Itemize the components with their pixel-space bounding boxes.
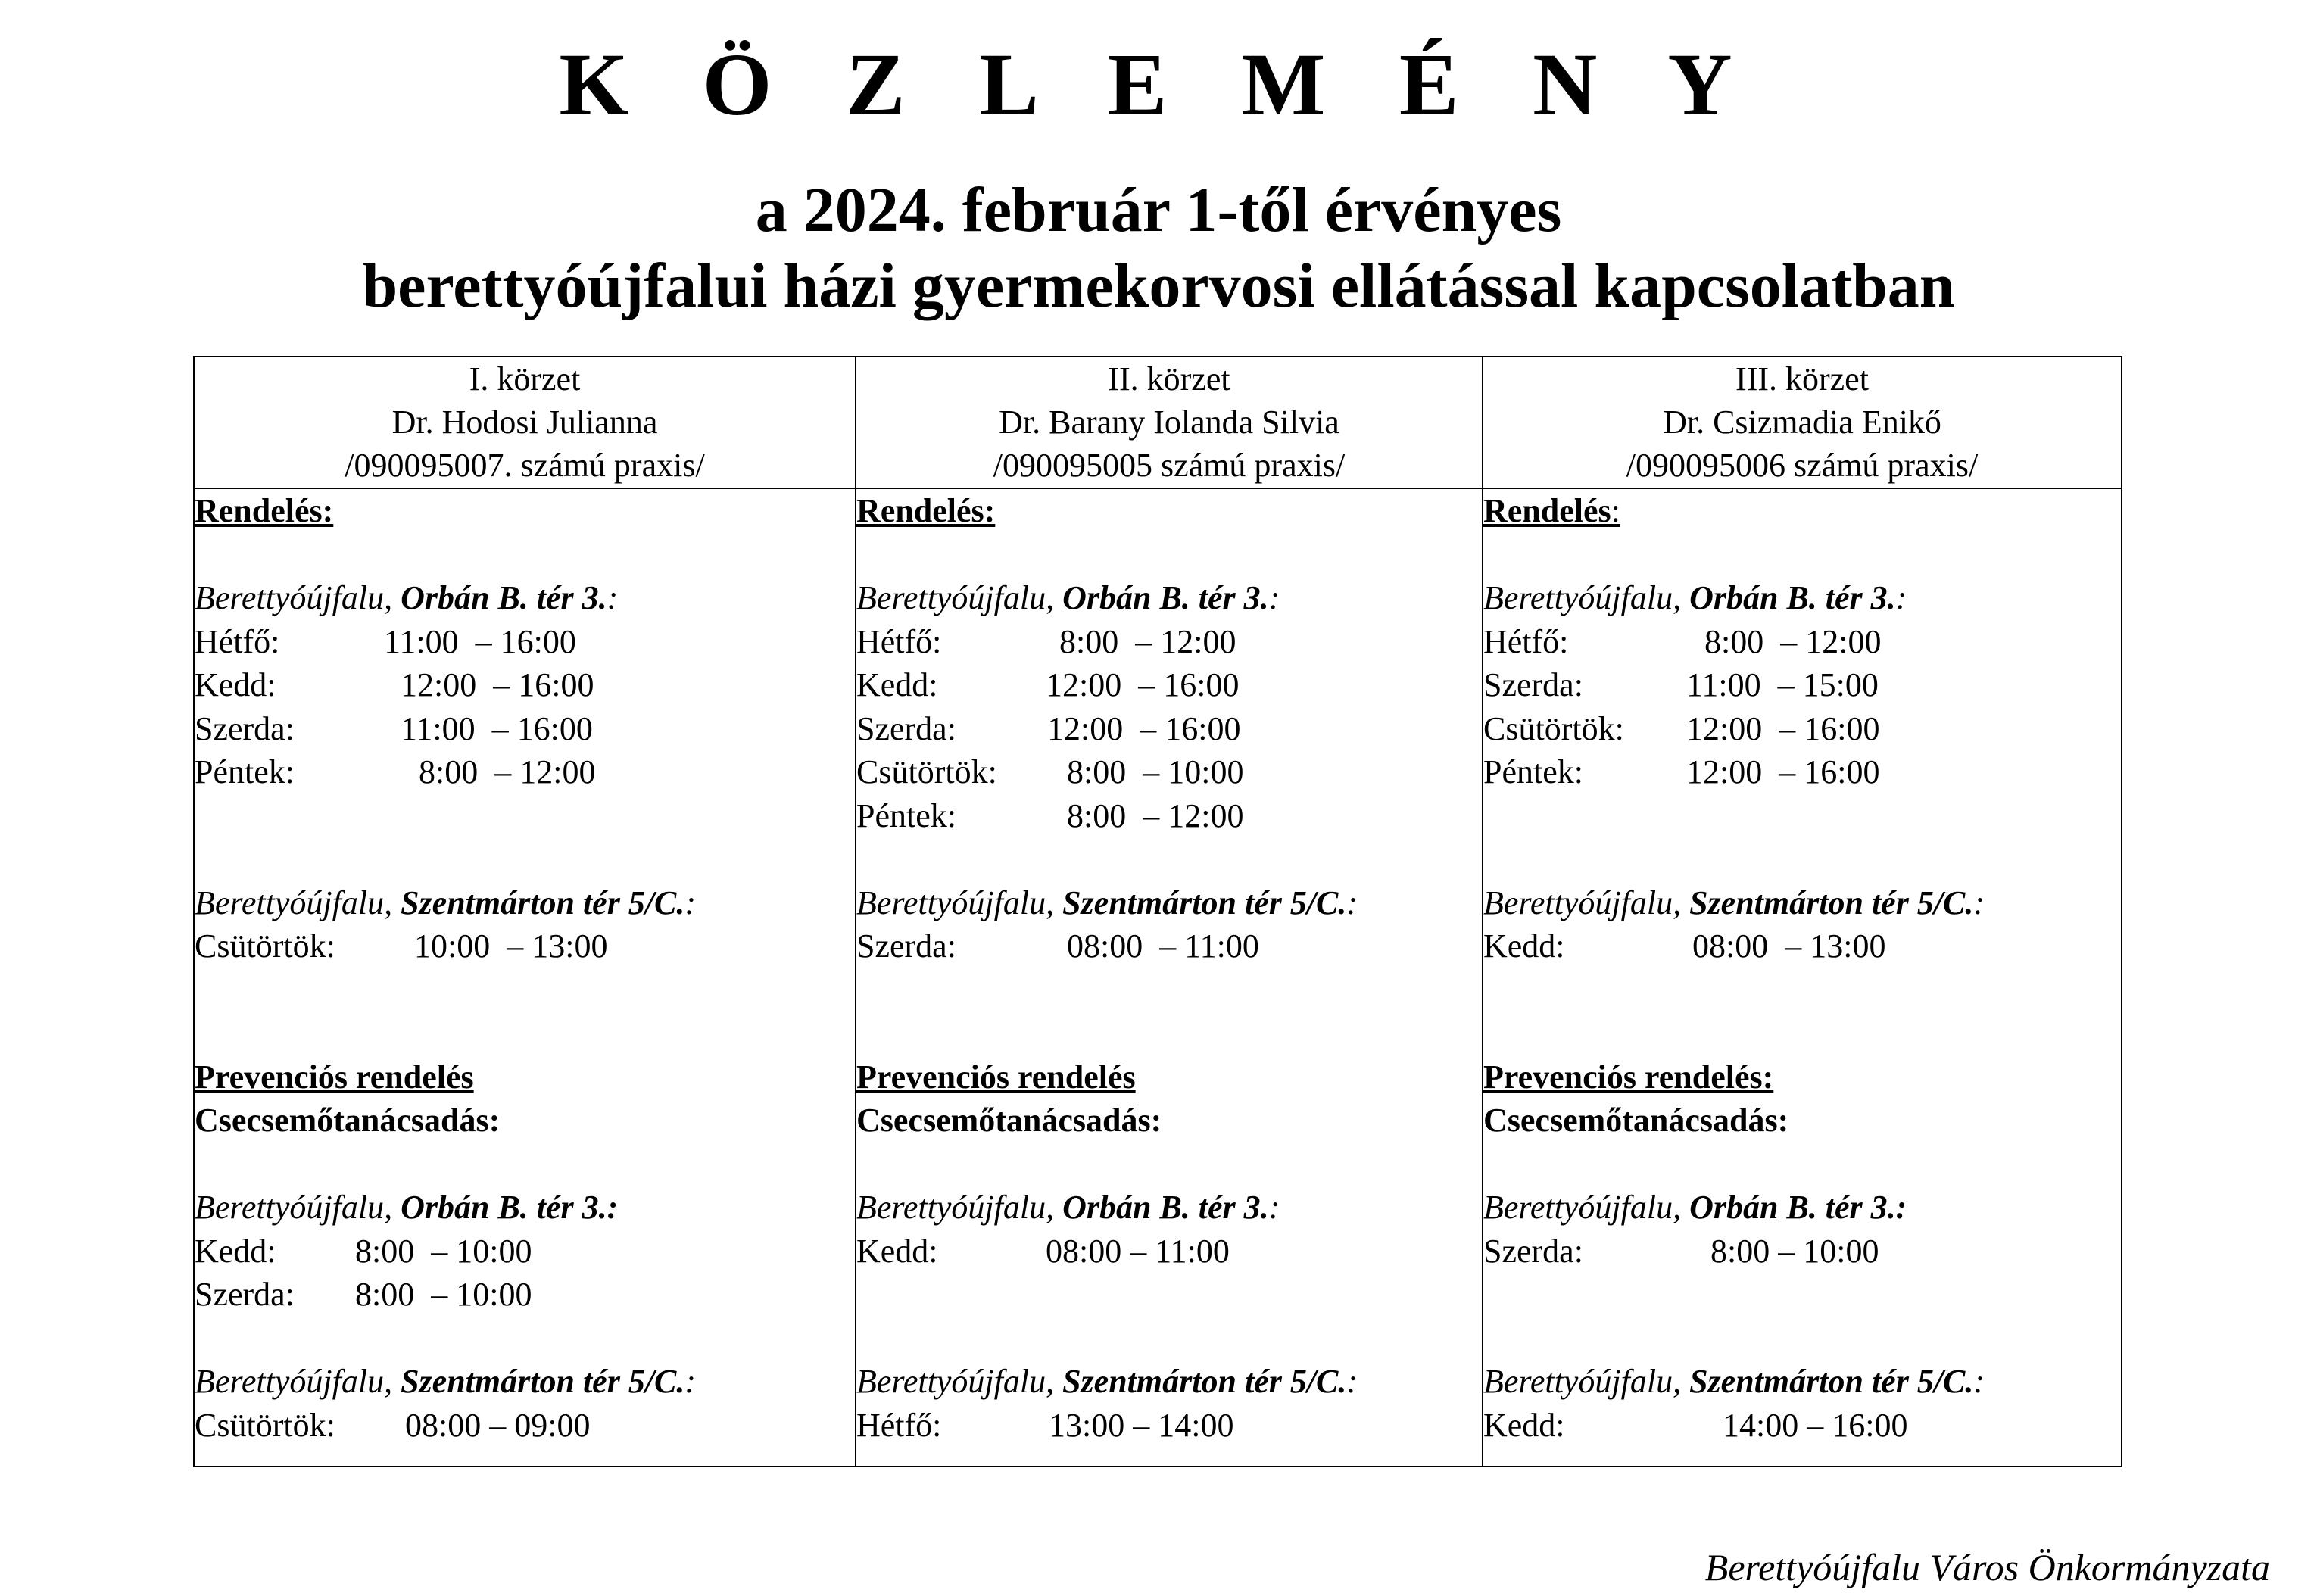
time: 12:00 – 16:00 [1047, 709, 1241, 747]
time: 8:00 – 10:00 [355, 1276, 532, 1313]
schedule-row-item [1483, 750, 2121, 794]
day: Kedd: [195, 1232, 276, 1270]
schedule-row-item [856, 794, 1482, 838]
schedule-row-item [195, 1404, 855, 1448]
town-name: Berettyóújfalu, [195, 1189, 393, 1226]
location-orban: Berettyóújfalu, Orbán B. tér 3.: [195, 579, 619, 616]
town-name: Berettyóújfalu, [195, 1363, 393, 1400]
location-orban: Berettyóújfalu, Orbán B. tér 3.: [1483, 579, 1907, 616]
schedule-row-item [1483, 620, 2121, 664]
day: Péntek: [195, 753, 295, 790]
town-name: Berettyóújfalu, [195, 579, 393, 616]
schedule-row-item [856, 750, 1482, 794]
practice-number: /090095005 számú praxis/ [993, 447, 1346, 484]
day: Kedd: [195, 666, 276, 703]
schedule-row-item [856, 707, 1482, 751]
subtitle-line-2: berettyóújfalui házi gyermekorvosi ellátással kapcsolatban [362, 251, 1955, 321]
schedule-row-item [856, 1404, 1482, 1448]
time: 8:00 – 12:00 [1067, 796, 1244, 834]
time: 12:00 – 16:00 [1046, 666, 1240, 703]
day: Szerda: [1483, 666, 1583, 703]
location-name: Orbán B. tér 3. [401, 579, 607, 616]
district-schedule-1 [194, 488, 856, 1467]
location-name: Orbán B. tér 3. [1062, 1189, 1269, 1226]
time: 08:00 – 11:00 [1067, 927, 1259, 965]
location-name: Orbán B. tér 3. [1062, 579, 1269, 616]
district-schedule-2 [856, 488, 1483, 1467]
location-name: Szentmárton tér 5/C. [1689, 1363, 1974, 1400]
schedule-row-item [856, 924, 1482, 968]
town-name: Berettyóújfalu, [856, 1189, 1055, 1226]
schedule-list [856, 620, 1482, 838]
town-name: Berettyóújfalu, [1483, 884, 1682, 921]
time: 11:00 – 15:00 [1686, 666, 1879, 703]
location-name: Orbán B. tér 3. [1689, 579, 1896, 616]
location-name: Orbán B. tér 3.: [1689, 1189, 1907, 1226]
district-name: III. körzet [1735, 360, 1869, 397]
schedule-row-item [195, 750, 855, 794]
rendeles-heading: Rendelés: [856, 492, 996, 529]
district-header-1 [194, 357, 856, 488]
schedule-row-item [856, 1230, 1482, 1273]
time: 08:00 – 13:00 [1692, 927, 1886, 965]
day: Kedd: [856, 1232, 938, 1270]
time: 8:00 – 10:00 [1067, 753, 1244, 790]
time: 14:00 – 16:00 [1723, 1406, 1908, 1444]
day: Hétfő: [1483, 622, 1569, 660]
location-name: Orbán B. tér 3.: [401, 1189, 619, 1226]
district-name: II. körzet [1108, 360, 1230, 397]
district-name: I. körzet [469, 360, 581, 397]
town-name: Berettyóújfalu, [856, 884, 1055, 921]
district-header-2 [856, 357, 1483, 488]
day: Hétfő: [856, 622, 942, 660]
rendeles-heading-wrap: Rendelés: [1483, 492, 1620, 529]
doctor-name: Dr. Hodosi Julianna [391, 404, 658, 441]
schedule-row-item [856, 620, 1482, 664]
location-name: Szentmárton tér 5/C. [1062, 884, 1347, 921]
day: Szerda: [195, 1276, 295, 1313]
town-name: Berettyóújfalu, [1483, 1189, 1682, 1226]
issuer-signature: Berettyóújfalu Város Önkormányzata [1704, 1546, 2270, 1588]
practice-number: /090095007. számú praxis/ [345, 447, 705, 484]
day: Csütörtök: [1483, 709, 1624, 747]
prevention-heading: Prevenciós rendelés [856, 1058, 1136, 1096]
time: 10:00 – 13:00 [414, 927, 608, 965]
location-name: Szentmárton tér 5/C. [1062, 1363, 1347, 1400]
day: Szerda: [856, 709, 956, 747]
page-title: K Ö Z L E M É N Y [559, 35, 1758, 134]
day: Hétfő: [856, 1406, 942, 1444]
time: 11:00 – 16:00 [401, 709, 593, 747]
day: Kedd: [1483, 927, 1565, 965]
infant-counseling-heading: Csecsemőtanácsadás: [195, 1102, 501, 1139]
prevention-heading: Prevenciós rendelés [195, 1058, 474, 1096]
schedule-row-item [195, 1273, 855, 1317]
day: Péntek: [1483, 753, 1583, 790]
schedule-row-item [1483, 1404, 2121, 1448]
schedule-list [195, 620, 855, 794]
district-header-3 [1483, 357, 2122, 488]
time: 12:00 – 16:00 [1686, 709, 1880, 747]
schedule-row-item [1483, 924, 2121, 968]
practice-number: /090095006 számú praxis/ [1626, 447, 1979, 484]
day: Szerda: [856, 927, 956, 965]
schedule-row-item [195, 620, 855, 664]
rendeles-heading: Rendelés [1483, 492, 1611, 529]
day: Kedd: [1483, 1406, 1565, 1444]
time: 13:00 – 14:00 [1049, 1406, 1234, 1444]
location-szentmarton: Berettyóújfalu, Szentmárton tér 5/C.: [1483, 884, 1985, 921]
schedule-row-item [195, 663, 855, 707]
location-name: Szentmárton tér 5/C. [401, 1363, 685, 1400]
town-name: Berettyóújfalu, [856, 1363, 1055, 1400]
day: Csütörtök: [856, 753, 997, 790]
town-name: Berettyóújfalu, [195, 884, 393, 921]
schedule-list [1483, 620, 2121, 794]
schedule-table [193, 356, 2122, 1467]
time: 8:00 – 12:00 [419, 753, 596, 790]
schedule-row-item [856, 663, 1482, 707]
day: Hétfő: [195, 622, 280, 660]
district-schedule-3 [1483, 488, 2122, 1467]
infant-counseling-heading: Csecsemőtanácsadás: [1483, 1102, 1789, 1139]
prevention-location-orban [1483, 1186, 2121, 1230]
schedule-row-item [1483, 663, 2121, 707]
location-szentmarton: Berettyóújfalu, Szentmárton tér 5/C.: [195, 884, 697, 921]
day: Kedd: [856, 666, 938, 703]
prevention-location-orban [195, 1186, 855, 1230]
town-name: Berettyóújfalu, [1483, 1363, 1682, 1400]
subtitle-line-1: a 2024. február 1-től érvényes [755, 175, 1562, 245]
rendeles-heading: Rendelés: [195, 492, 334, 529]
schedule-row-item [195, 707, 855, 751]
day: Csütörtök: [195, 1406, 335, 1444]
prevention-location-szentmarton: Berettyóújfalu, Szentmárton tér 5/C.: [1483, 1363, 1985, 1400]
time: 11:00 – 16:00 [384, 622, 576, 660]
town-name: Berettyóújfalu, [1483, 579, 1682, 616]
time: 8:00 – 10:00 [1710, 1232, 1879, 1270]
prevention-location-szentmarton: Berettyóújfalu, Szentmárton tér 5/C.: [195, 1363, 697, 1400]
prevention-heading: Prevenciós rendelés: [1483, 1058, 1774, 1096]
time: 8:00 – 12:00 [1059, 622, 1236, 660]
prevention-location-szentmarton: Berettyóújfalu, Szentmárton tér 5/C.: [856, 1363, 1358, 1400]
schedule-row-item [195, 1230, 855, 1273]
location-orban: Berettyóújfalu, Orbán B. tér 3.: [856, 579, 1280, 616]
day: Csütörtök: [195, 927, 335, 965]
time: 08:00 – 11:00 [1046, 1232, 1230, 1270]
prevention-location-orban: Berettyóújfalu, Orbán B. tér 3.: [856, 1189, 1280, 1226]
time: 8:00 – 12:00 [1704, 622, 1882, 660]
location-name: Szentmárton tér 5/C. [1689, 884, 1974, 921]
infant-counseling-heading: Csecsemőtanácsadás: [856, 1102, 1162, 1139]
day: Péntek: [856, 796, 956, 834]
day: Szerda: [195, 709, 295, 747]
schedule-row [194, 488, 2122, 1467]
doctor-name: Dr. Barany Iolanda Silvia [999, 404, 1339, 441]
location-szentmarton: Berettyóújfalu, Szentmárton tér 5/C.: [856, 884, 1358, 921]
schedule-row-item [195, 924, 855, 968]
location-name: Szentmárton tér 5/C. [401, 884, 685, 921]
day: Szerda: [1483, 1232, 1583, 1270]
town-name: Berettyóújfalu, [856, 579, 1055, 616]
schedule-row-item [1483, 707, 2121, 751]
header-row [194, 357, 2122, 488]
time: 08:00 – 09:00 [405, 1406, 591, 1444]
schedule-row-item [1483, 1230, 2121, 1273]
doctor-name: Dr. Csizmadia Enikő [1663, 404, 1941, 441]
time: 8:00 – 10:00 [355, 1232, 532, 1270]
time: 12:00 – 16:00 [401, 666, 594, 703]
time: 12:00 – 16:00 [1686, 753, 1880, 790]
